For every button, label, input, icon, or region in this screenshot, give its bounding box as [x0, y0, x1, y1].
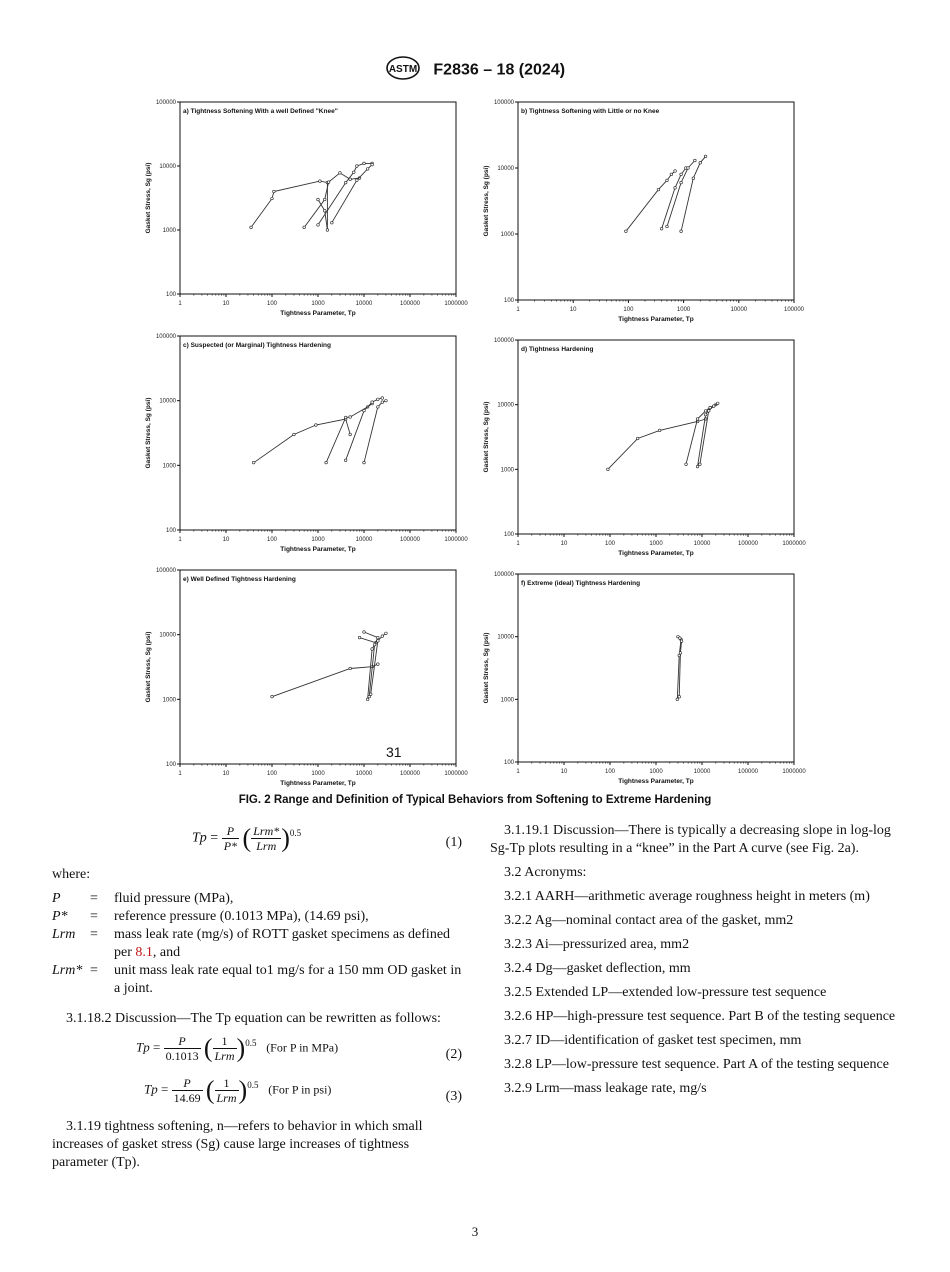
- x-tick-label: 10000: [355, 771, 373, 777]
- page-header: [0, 56, 950, 85]
- x-tick-label: 1: [516, 541, 520, 547]
- data-point: [271, 695, 274, 698]
- data-point: [373, 643, 376, 646]
- series-line: [667, 161, 695, 227]
- x-tick-label: 1000: [311, 537, 325, 543]
- data-point: [660, 227, 663, 230]
- y-tick-label: 100: [165, 762, 176, 768]
- series-line: [364, 401, 386, 463]
- data-point: [363, 631, 366, 634]
- x-tick-label: 100000: [399, 301, 421, 307]
- x-tick-label: 100: [604, 541, 616, 547]
- plot-frame: [518, 102, 794, 300]
- x-tick-label: 10000: [730, 307, 748, 313]
- data-point: [676, 698, 679, 701]
- figure-caption: FIG. 2 Range and Definition of Typical Behaviors from Softening to Extreme Hardening: [238, 794, 712, 806]
- discussion-3-1-18-2: 3.1.18.2 Discussion—The Tp equation can be rewritten as follows:: [66, 1011, 441, 1026]
- data-point: [356, 165, 359, 168]
- data-point: [385, 399, 388, 402]
- data-point: [377, 398, 380, 401]
- right-item: 3.2.5 Extended LP—extended low-pressure test sequence: [504, 985, 827, 1000]
- y-tick-label: 1000: [162, 697, 176, 704]
- def-eq: =: [90, 891, 98, 906]
- y-axis-label: Gasket Stress, Sg (psi): [145, 397, 152, 469]
- x-tick-label: 100000: [737, 769, 759, 775]
- equation-2-note: (For P in MPa): [266, 1040, 339, 1055]
- data-point: [339, 172, 342, 175]
- x-tick-label: 10: [560, 541, 568, 547]
- chart-title: a) Tightness Softening With a well Defined "Knee": [183, 108, 338, 115]
- x-tick-label: 1000000: [444, 537, 468, 543]
- data-point: [694, 159, 697, 162]
- data-point: [704, 413, 707, 416]
- equation-3-number: (3): [445, 1089, 462, 1104]
- document-code: F2836 – 18 (2024): [433, 61, 566, 79]
- chart-d: [478, 334, 808, 558]
- data-point: [381, 401, 384, 404]
- x-tick-label: 100: [623, 307, 634, 313]
- chart-e: [140, 564, 470, 788]
- data-point: [696, 465, 699, 468]
- data-point: [368, 695, 371, 698]
- data-point: [319, 180, 322, 183]
- x-axis-label: Tightness Parameter, Tp: [280, 310, 356, 317]
- data-point: [271, 197, 274, 200]
- data-point: [252, 461, 255, 464]
- y-tick-label: 1000: [500, 467, 514, 474]
- y-tick-label: 100000: [155, 568, 176, 574]
- right-item: 3.2.8 LP—low-pressure test sequence. Part A of the testing sequence: [504, 1057, 889, 1072]
- equation-1: Tp = $\frac{P}{P*}$ ( $\frac{\text{Lrm*}}{\text{Lrm}}$ )$^{0.5}$ (1): [192, 823, 462, 853]
- data-point: [273, 190, 276, 193]
- x-tick-label: 10: [222, 301, 230, 307]
- x-tick-label: 10: [560, 769, 568, 775]
- data-point: [377, 640, 380, 643]
- data-point: [317, 198, 320, 201]
- chart-panel-d: [478, 334, 808, 558]
- data-point: [317, 224, 320, 227]
- data-point: [356, 179, 359, 182]
- def-eq: =: [90, 963, 98, 978]
- x-tick-label: 100000: [399, 771, 421, 777]
- data-point: [680, 173, 683, 176]
- page-number: 3: [471, 1224, 479, 1239]
- equation-2: Tp = $\frac{P}{0.1013}$ ( $\frac{1}{\text{Lrm}}$ )$^{0.5}$ (For P in MPa) (2): [136, 1033, 462, 1063]
- data-point: [716, 402, 719, 405]
- x-tick-label: 10: [569, 307, 577, 313]
- x-tick-label: 1000000: [444, 301, 468, 307]
- astm-logo-icon: [385, 56, 421, 85]
- x-tick-label: 1000: [649, 541, 663, 547]
- equation-3-note: (For P in psi): [268, 1082, 332, 1097]
- chart-panel-e: [140, 564, 470, 788]
- data-point: [692, 177, 695, 180]
- data-point: [712, 405, 715, 408]
- chart-title: f) Extreme (ideal) Tightness Hardening: [521, 580, 641, 587]
- x-tick-label: 1000000: [782, 769, 806, 775]
- svg-text:ASTM: ASTM: [388, 64, 418, 75]
- x-tick-label: 1000: [311, 771, 325, 777]
- y-tick-label: 100000: [155, 100, 176, 106]
- def-symbol: Lrm*: [52, 963, 83, 978]
- data-point: [699, 161, 702, 164]
- def-symbol: P: [52, 891, 61, 906]
- series-line: [304, 173, 359, 228]
- right-item: 3.2.3 Ai—pressurized area, mm2: [504, 937, 690, 952]
- right-item: 3.2.6 HP—high-pressure test sequence. Part B of the testing sequence: [504, 1009, 896, 1024]
- x-tick-label: 1: [178, 771, 182, 777]
- data-point: [680, 230, 683, 233]
- data-point: [696, 418, 699, 421]
- y-tick-label: 100: [503, 298, 514, 304]
- chart-title: d) Tightness Hardening: [521, 346, 594, 353]
- x-tick-label: 1000: [649, 769, 663, 775]
- data-point: [607, 468, 610, 471]
- data-point: [674, 187, 677, 190]
- data-point: [670, 173, 673, 176]
- data-point: [323, 198, 326, 201]
- data-point: [303, 226, 306, 229]
- y-tick-label: 10000: [159, 398, 176, 405]
- equation-3: Tp = $\frac{P}{14.69}$ ( $\frac{1}{\text{Lrm}}$ )$^{0.5}$ (For P in psi) (3): [144, 1075, 462, 1105]
- data-point: [344, 416, 347, 419]
- link-8-1[interactable]: 8.1: [135, 945, 153, 960]
- data-point: [687, 167, 690, 170]
- definition-list: [52, 890, 462, 998]
- right-item: 3.2.4 Dg—gasket deflection, mm: [504, 961, 691, 976]
- y-tick-label: 10000: [497, 166, 514, 172]
- data-point: [704, 410, 707, 413]
- right-item: 3.1.19.1 Discussion—There is typically a decreasing slope in log-log Sg-Tp plots resulting in a “knee” in the Part A curve (see Fig. 2a).: [490, 823, 891, 856]
- x-tick-label: 10: [222, 537, 230, 543]
- y-tick-label: 10000: [159, 164, 176, 170]
- y-tick-label: 100000: [493, 338, 514, 344]
- data-point: [352, 171, 355, 174]
- data-point: [371, 401, 374, 404]
- x-tick-label: 100: [266, 771, 278, 777]
- def-text: fluid pressure (MPa),: [114, 891, 234, 906]
- x-tick-label: 10000: [355, 301, 373, 307]
- series-line: [332, 165, 372, 223]
- right-item: 3.2.7 ID—identification of gasket test specimen, mm: [504, 1033, 802, 1048]
- data-point: [377, 406, 380, 409]
- x-tick-label: 1: [516, 307, 520, 313]
- data-point: [366, 698, 369, 701]
- data-point: [381, 635, 384, 638]
- x-tick-label: 10000: [693, 541, 711, 547]
- left-column: [52, 822, 462, 1178]
- data-point: [326, 229, 329, 232]
- x-axis-label: Tightness Parameter, Tp: [618, 316, 694, 323]
- x-axis-label: Tightness Parameter, Tp: [280, 546, 356, 553]
- def-eq: =: [90, 909, 98, 924]
- data-point: [369, 693, 372, 696]
- data-point: [358, 636, 361, 639]
- y-tick-label: 1000: [162, 463, 176, 470]
- def-text: reference pressure (0.1013 MPa), (14.69 psi),: [114, 909, 369, 924]
- data-point: [678, 695, 681, 698]
- chart-title: e) Well Defined Tightness Hardening: [183, 576, 296, 583]
- data-point: [327, 181, 330, 184]
- chart-panel-c: [140, 330, 470, 554]
- data-point: [325, 461, 328, 464]
- y-tick-label: 100000: [493, 100, 514, 106]
- y-tick-label: 100: [165, 528, 176, 534]
- plot-frame: [180, 336, 456, 530]
- right-item: 3.2 Acronyms:: [504, 865, 587, 880]
- series-line: [272, 664, 378, 697]
- series-line: [326, 404, 372, 463]
- y-tick-label: 100000: [155, 334, 176, 340]
- data-point: [250, 226, 253, 229]
- series-line: [686, 408, 710, 465]
- data-point: [349, 667, 352, 670]
- series-line: [360, 638, 376, 700]
- x-tick-label: 100000: [399, 537, 421, 543]
- data-point: [293, 433, 296, 436]
- data-point: [679, 652, 682, 655]
- data-point: [657, 188, 660, 191]
- x-tick-label: 1000000: [444, 771, 468, 777]
- chart-panel-a: [140, 96, 470, 318]
- x-tick-label: 1000: [311, 301, 325, 307]
- x-axis-label: Tightness Parameter, Tp: [618, 778, 694, 785]
- data-point: [680, 181, 683, 184]
- y-axis-label: Gasket Stress, Sg (psi): [483, 165, 490, 237]
- x-tick-label: 100: [604, 769, 616, 775]
- x-tick-label: 100000: [737, 541, 759, 547]
- right-item: 3.2.1 AARH—arithmetic average roughness height in meters (m): [504, 889, 870, 904]
- data-point: [315, 424, 318, 427]
- equation-2-number: (2): [445, 1047, 462, 1062]
- data-point: [685, 463, 688, 466]
- y-tick-label: 10000: [497, 634, 514, 641]
- data-point: [344, 459, 347, 462]
- right-item: 3.2.2 Ag—nominal contact area of the gasket, mm2: [504, 913, 794, 928]
- x-axis-label: Tightness Parameter, Tp: [280, 780, 356, 787]
- data-point: [385, 632, 388, 635]
- data-point: [349, 416, 352, 419]
- y-tick-label: 1000: [500, 232, 514, 238]
- data-point: [666, 225, 669, 228]
- y-axis-label: Gasket Stress, Sg (psi): [145, 631, 152, 703]
- data-point: [636, 437, 639, 440]
- y-tick-label: 100: [503, 760, 514, 766]
- series-line: [251, 181, 327, 230]
- def-symbol: P*: [52, 909, 68, 924]
- x-tick-label: 1: [178, 537, 182, 543]
- plot-frame: [180, 570, 456, 764]
- y-axis-label: Gasket Stress, Sg (psi): [145, 162, 152, 234]
- data-point: [363, 409, 366, 412]
- x-tick-label: 1000: [676, 307, 691, 313]
- x-tick-label: 1000000: [782, 541, 806, 547]
- data-point: [323, 209, 326, 212]
- chart-f: [478, 568, 808, 786]
- chart-b: [478, 96, 808, 324]
- x-tick-label: 1: [516, 769, 520, 775]
- page-watermark: 31: [386, 744, 402, 760]
- data-point: [377, 636, 380, 639]
- data-point: [658, 429, 661, 432]
- data-point: [674, 170, 677, 173]
- data-point: [381, 397, 384, 400]
- def-text: mass leak rate (mg/s) of ROTT gasket specimens as defined per 8.1, and: [114, 927, 451, 960]
- data-point: [344, 181, 347, 184]
- data-point: [704, 155, 707, 158]
- series-line: [662, 168, 686, 229]
- x-tick-label: 10000: [355, 537, 373, 543]
- x-tick-label: 1: [178, 301, 182, 307]
- data-point: [680, 640, 683, 643]
- definition-3-1-19: 3.1.19 tightness softening, n—refers to behavior in which small increases of gasket stress (Sg) cause large increases of tightness parameter (Tp).: [52, 1119, 423, 1170]
- data-point: [679, 637, 682, 640]
- data-point: [363, 162, 366, 165]
- data-point: [349, 433, 352, 436]
- plot-frame: [518, 574, 794, 762]
- def-text: unit mass leak rate equal to1 mg/s for a 150 mm OD gasket in a joint.: [114, 963, 462, 996]
- chart-title: c) Suspected (or Marginal) Tightness Hardening: [183, 342, 331, 349]
- x-axis-label: Tightness Parameter, Tp: [618, 550, 694, 557]
- right-item: 3.2.9 Lrm—mass leakage rate, mg/s: [504, 1081, 707, 1096]
- x-tick-label: 100: [266, 301, 278, 307]
- data-point: [366, 168, 369, 171]
- chart-panel-b: [478, 96, 808, 324]
- data-point: [331, 221, 334, 224]
- equation-1-number: (1): [445, 835, 462, 850]
- where-label: where:: [52, 867, 91, 882]
- data-point: [699, 463, 702, 466]
- data-point: [666, 179, 669, 182]
- data-point: [707, 410, 710, 413]
- data-point: [363, 461, 366, 464]
- y-axis-label: Gasket Stress, Sg (psi): [483, 401, 490, 473]
- data-point: [625, 230, 628, 233]
- data-point: [377, 663, 380, 666]
- def-eq: =: [90, 927, 98, 942]
- plot-frame: [518, 340, 794, 534]
- y-tick-label: 100: [165, 292, 176, 298]
- right-column: [490, 822, 900, 1104]
- y-tick-label: 10000: [497, 402, 514, 409]
- def-symbol: Lrm: [52, 927, 76, 942]
- y-tick-label: 10000: [159, 632, 176, 639]
- y-axis-label: Gasket Stress, Sg (psi): [483, 632, 490, 704]
- x-tick-label: 100: [266, 537, 278, 543]
- data-point: [371, 648, 374, 651]
- x-tick-label: 100000: [783, 307, 805, 313]
- chart-a: [140, 96, 470, 318]
- data-point: [371, 163, 374, 166]
- y-tick-label: 1000: [162, 228, 176, 234]
- y-tick-label: 100000: [493, 572, 514, 578]
- y-tick-label: 100: [503, 532, 514, 538]
- chart-c: [140, 330, 470, 554]
- chart-panel-f: [478, 568, 808, 786]
- x-tick-label: 10: [222, 771, 230, 777]
- y-tick-label: 1000: [500, 697, 514, 704]
- chart-title: b) Tightness Softening with Little or no Knee: [521, 108, 660, 115]
- x-tick-label: 10000: [693, 769, 711, 775]
